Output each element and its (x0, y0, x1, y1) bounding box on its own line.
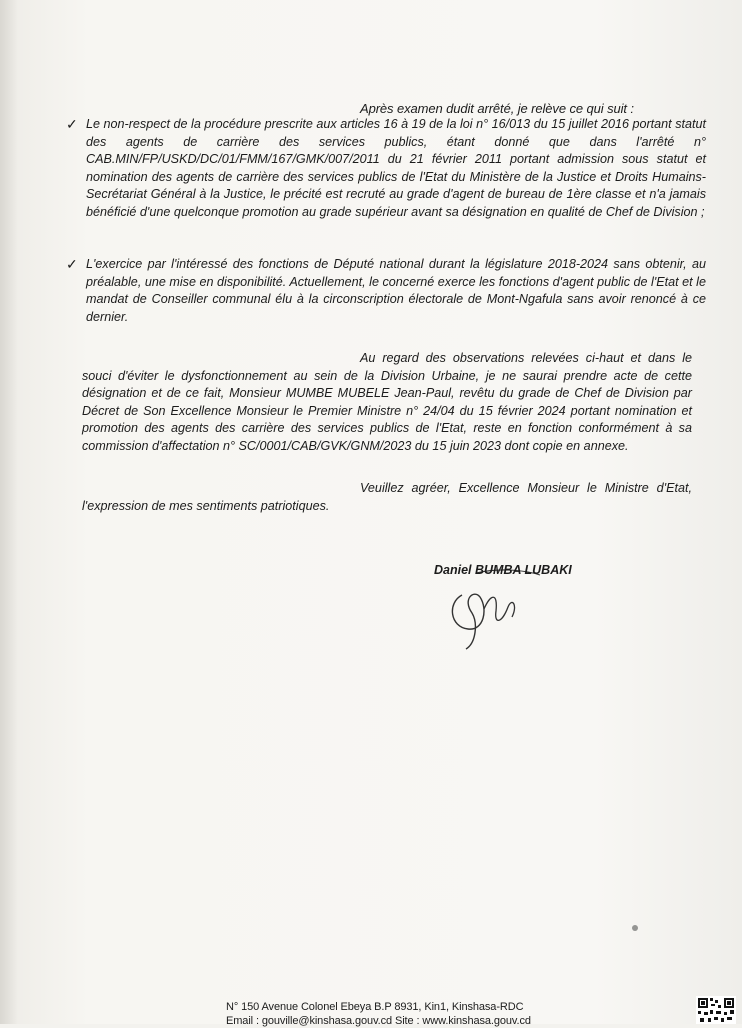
bullet-item-mandate (66, 256, 706, 326)
signatory-name: Daniel BUMBA LUBAKI (434, 563, 572, 577)
page-shadow-edge (0, 0, 18, 1024)
qr-code-icon (696, 996, 736, 1024)
bullet-text: Le non-respect de la procédure prescrite aux articles 16 à 19 de la loi n° 16/013 du 15 juillet 2016 portant statut des agents de carrière des services publics, étant donné que dans l'arrêté n° CAB.MIN/FP/USKD/DC/01/FMM/167/GMK/007/2011 du 21 février 2011 portant admission sous statut et nomination des agents de carrière des services publics de l'Etat du Ministère de la Justice et Droits Humains-Secrétariat Général à la Justice, le précité est recruté au grade d'agent de bureau de 1ère classe et n'a jamais bénéficié d'une quelconque promotion au grade supérieur avant sa désignation en qualité de Chef de Division ; (86, 117, 706, 219)
checkmark-icon: ✓ (66, 256, 78, 272)
footer-address: N° 150 Avenue Colonel Ebeya B.P 8931, Kin1, Kinshasa-RDC (226, 1001, 524, 1013)
handwritten-signature-icon (432, 565, 542, 655)
checkmark-icon: ✓ (66, 116, 78, 132)
scan-speck (632, 925, 638, 931)
intro-line: Après examen dudit arrêté, je relève ce qui suit : (360, 101, 634, 116)
footer-contact: Email : gouville@kinshasa.gouv.cd Site : www.kinshasa.gouv.cd (226, 1015, 531, 1027)
conclusion-paragraph: Au regard des observations relevées ci-haut et dans le souci d'éviter le dysfonctionnement au sein de la Division Urbaine, je ne saurai prendre acte de cette désignation et de ce fait, Monsieur MUMBE MUBELE Jean-Paul, revêtu du grade de Chef de Division par Décret de Son Excellence Monsieur le Premier Ministre n° 24/04 du 15 février 2024 portant nomination et promotion des agents des carrière des services publics de l'Etat, reste en fonction conformément à sa commission d'affectation n° SC/0001/CAB/GVK/GNM/2023 du 15 juin 2023 dont copie en annexe. (82, 351, 692, 453)
closing-paragraph: Veuillez agréer, Excellence Monsieur le Ministre d'Etat, l'expression de mes sentiments patriotiques. (82, 481, 692, 513)
bullet-item-procedure (66, 116, 706, 222)
bullet-text: L'exercice par l'intéressé des fonctions de Député national durant la législature 2018-2024 sans obtenir, au préalable, une mise en disponibilité. Actuellement, le concerné exerce les fonctions d'agent public de l'Etat et le mandat de Conseiller communal élu à la circonscription électorale de Mont-Ngafula sans avoir renoncé à ce dernier. (86, 257, 706, 324)
